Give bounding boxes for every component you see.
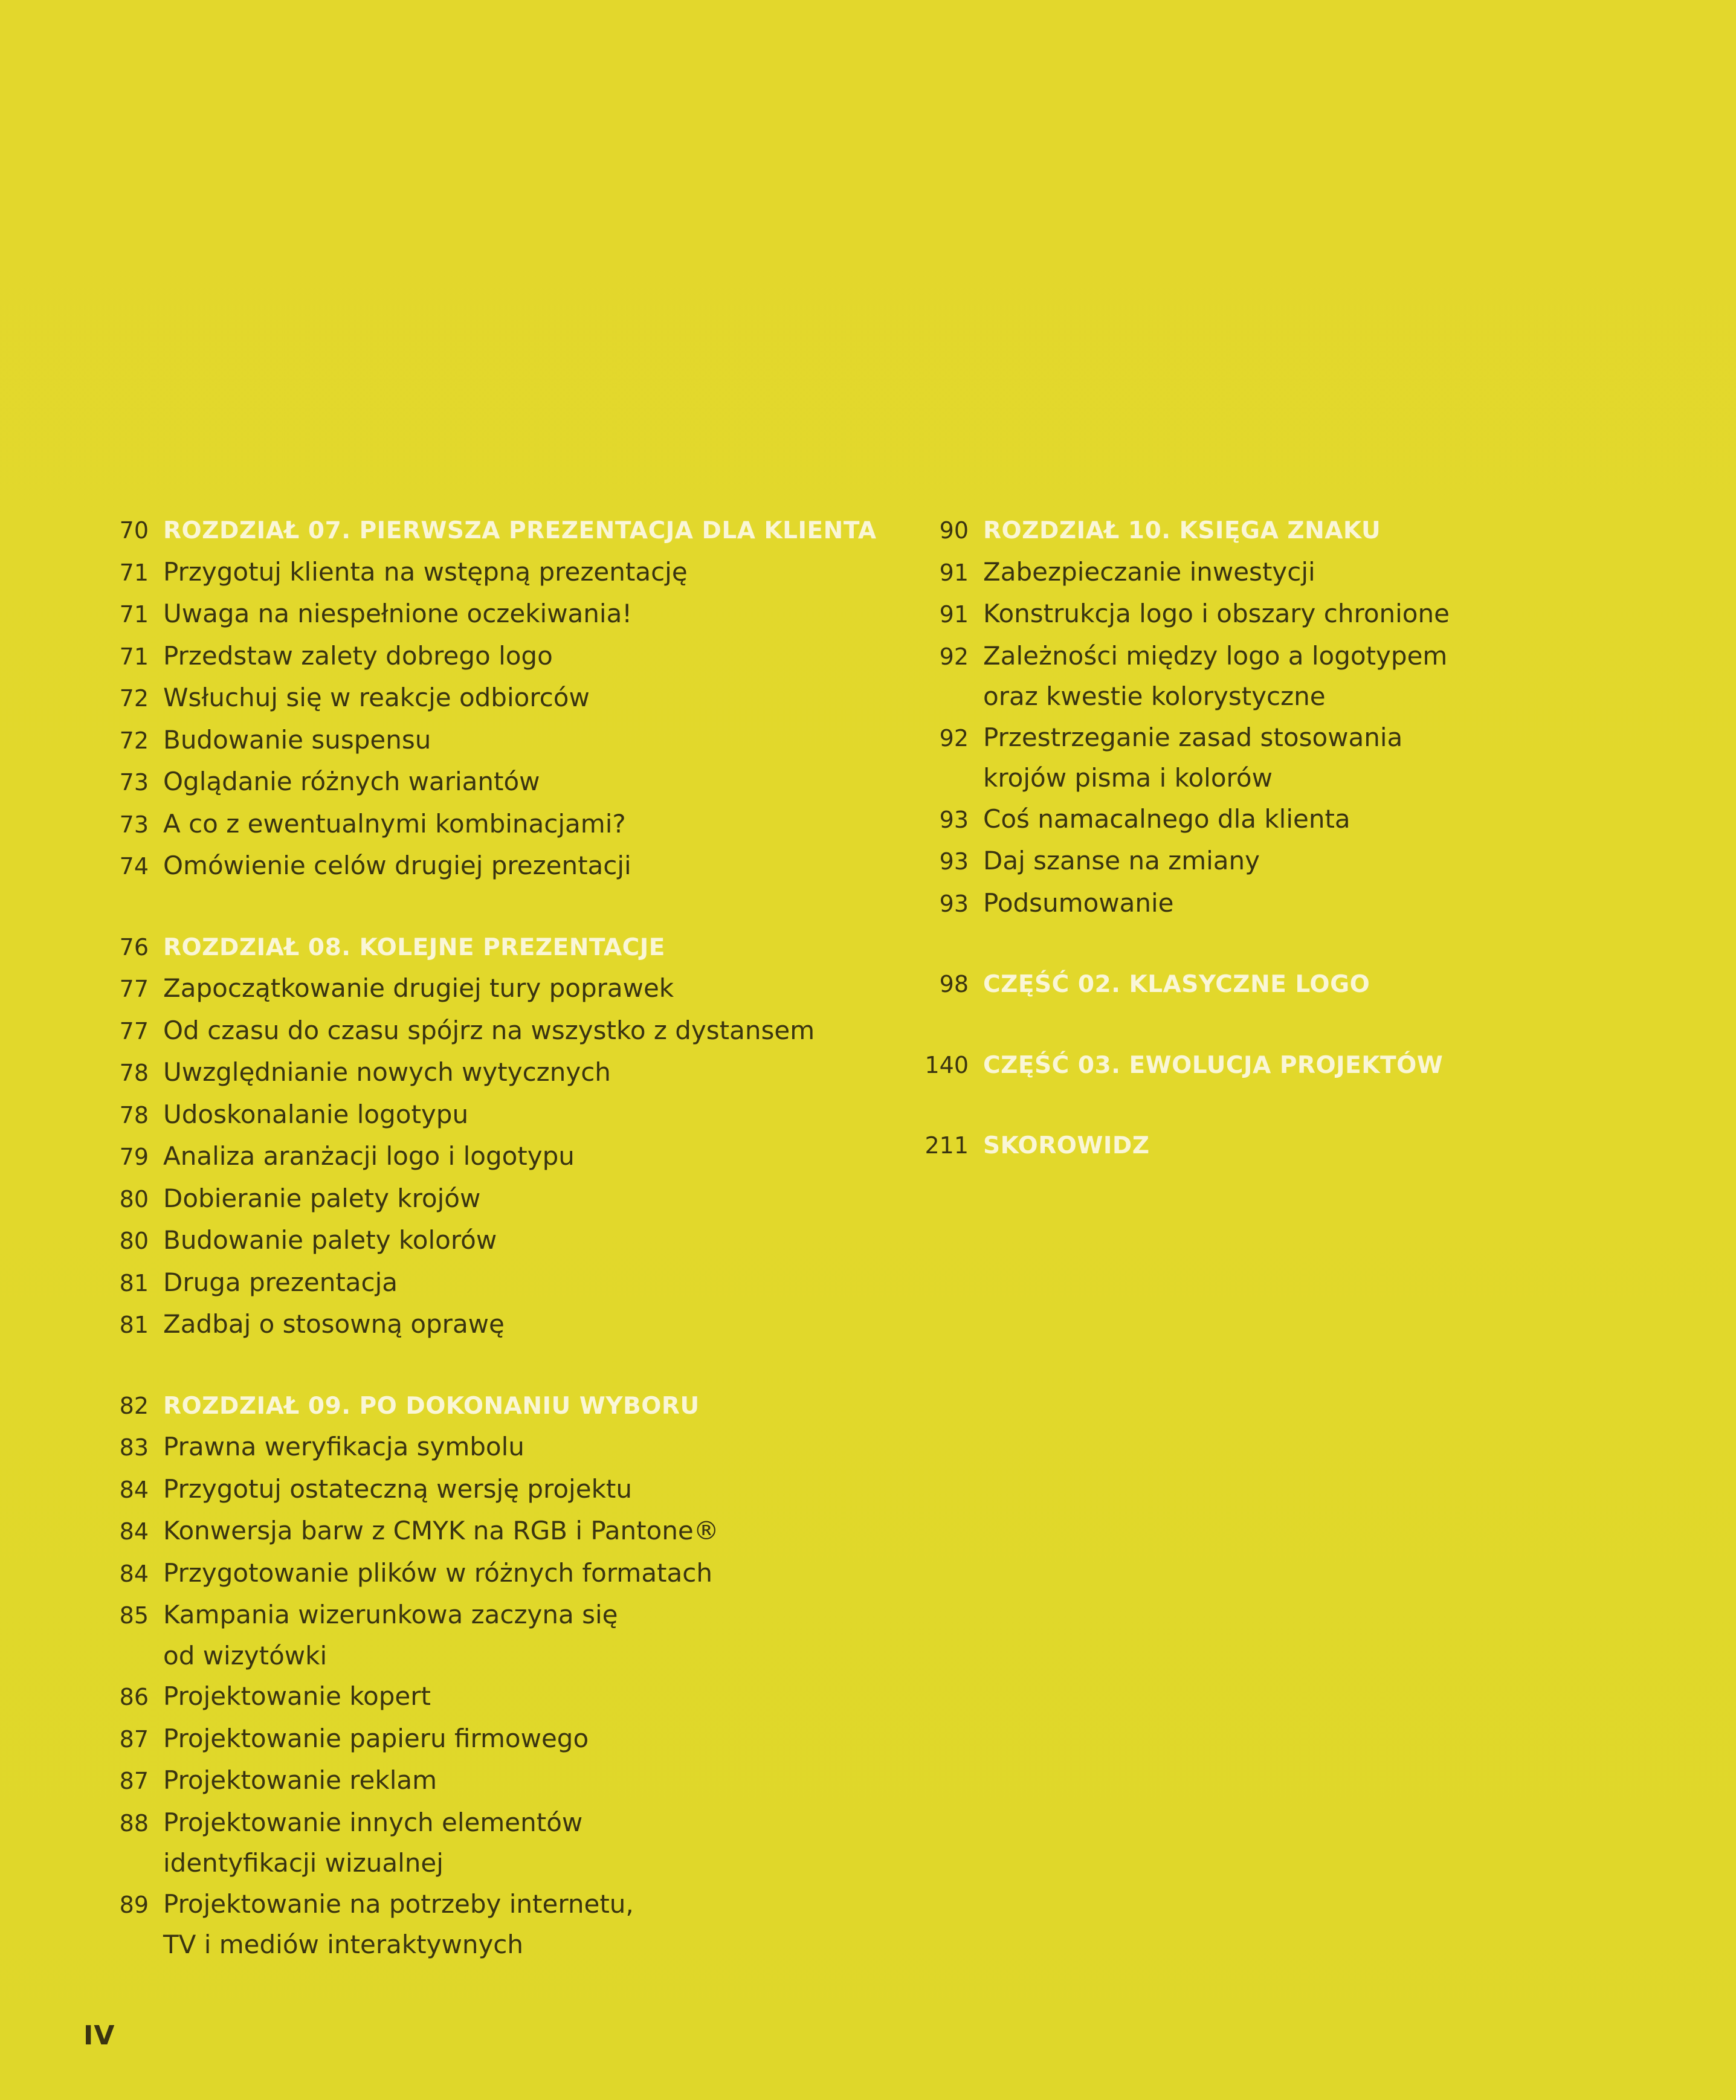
toc-page-number: 98 [939, 971, 969, 997]
toc-page-number: 72 [119, 727, 149, 754]
toc-section-heading [923, 511, 1588, 552]
toc-entry-title: Zależności między logo a logotypem oraz kwestie kolorystyczne [983, 640, 1448, 711]
toc-page-number: 80 [119, 1185, 149, 1213]
toc-entry-title: ROZDZIAŁ 09. PO DOKONANIU WYBORU [163, 1392, 700, 1420]
toc-page-number: 93 [939, 848, 969, 875]
toc-page-number: 84 [119, 1518, 149, 1545]
toc-entry [98, 1802, 883, 1884]
toc-entry [98, 1304, 883, 1346]
toc-page-number: 87 [119, 1768, 149, 1794]
toc-page-number: 90 [939, 517, 969, 544]
section-gap [923, 1005, 1588, 1045]
toc-page-number: 79 [119, 1144, 149, 1170]
toc-entry-title: Budowanie suspensu [163, 724, 431, 755]
toc-page-number: 71 [119, 601, 149, 628]
toc-section-heading [923, 1126, 1588, 1167]
toc-entry [98, 1760, 883, 1802]
toc-page-number: 74 [119, 853, 149, 880]
toc-entry-title: Zadbaj o stosowną oprawę [163, 1309, 505, 1339]
toc-page-number: 85 [119, 1602, 149, 1629]
toc-entry-title: Konstrukcja logo i obszary chronione [983, 599, 1450, 628]
toc-entry [98, 1676, 883, 1718]
toc-section-heading [98, 1386, 883, 1427]
toc-page-number: 76 [119, 933, 149, 961]
toc-entry [98, 1718, 883, 1760]
toc-entry-title: Omówienie celów drugiej prezentacji [163, 851, 631, 880]
toc-entry [98, 1262, 883, 1304]
toc-entry-title: Coś namacalnego dla klienta [983, 804, 1350, 834]
toc-entry-title: Przygotuj ostateczną wersję projektu [163, 1474, 632, 1504]
toc-entry-title: Projektowanie na potrzeby internetu, TV i mediów interaktywnych [163, 1889, 634, 1959]
toc-entry [98, 677, 883, 720]
toc-page-number: 86 [119, 1684, 149, 1710]
toc-page-number: 73 [119, 811, 149, 838]
toc-entry-title: Druga prezentacja [163, 1267, 398, 1297]
toc-entry [98, 1510, 883, 1553]
toc-entry-title: Przygotuj klienta na wstępną prezentację [163, 556, 688, 587]
toc-entry-title: Udoskonalanie logotypu [163, 1099, 469, 1129]
toc-entry-title: Uwzględnianie nowych wytycznych [163, 1057, 611, 1087]
toc-section-heading [923, 1045, 1588, 1086]
section-gap [923, 924, 1588, 964]
toc-entry-title: Uwaga na niespełnione oczekiwania! [163, 599, 633, 628]
toc-entry [98, 1010, 883, 1052]
toc-page-number: 84 [119, 1476, 149, 1503]
toc-entry-title: Projektowanie kopert [163, 1681, 431, 1711]
toc-entry-title: CZĘŚĆ 03. EWOLUCJA PROJEKTÓW [983, 1051, 1444, 1079]
toc-page-number: 81 [119, 1312, 149, 1338]
toc-left-column [98, 511, 883, 1965]
toc-entry [98, 1594, 883, 1676]
toc-page-number: 70 [119, 517, 149, 544]
toc-entry-title: Wsłuchuj się w reakcje odbiorców [163, 683, 590, 712]
toc-entry-title: Podsumowanie [983, 887, 1174, 918]
toc-page-number: 71 [119, 643, 149, 670]
section-gap [98, 1346, 883, 1386]
toc-page-number: 87 [119, 1725, 149, 1753]
toc-entry [98, 1553, 883, 1595]
toc-entry-title: Daj szanse na zmiany [983, 846, 1260, 875]
toc-page-number: 92 [939, 724, 969, 752]
toc-entry-title: Przestrzeganie zasad stosowania krojów pisma i kolorów [983, 722, 1403, 793]
toc-entry [98, 1426, 883, 1469]
toc-entry-title: ROZDZIAŁ 08. KOLEJNE PREZENTACJE [163, 933, 665, 961]
toc-page-number: 78 [119, 1060, 149, 1086]
toc-entry-title: Od czasu do czasu spójrz na wszystko z dystansem [163, 1015, 815, 1045]
toc-entry-title: Analiza aranżacji logo i logotypu [163, 1141, 575, 1171]
toc-entry [923, 840, 1588, 883]
toc-section-heading [923, 964, 1588, 1005]
toc-page-number: 140 [924, 1051, 969, 1078]
toc-entry-title: SKOROWIDZ [983, 1132, 1150, 1159]
toc-entry [98, 1178, 883, 1220]
toc-entry [923, 883, 1588, 925]
toc-entry [98, 636, 883, 678]
toc-page-number: 211 [924, 1132, 969, 1159]
toc-entry-title: Budowanie palety kolorów [163, 1225, 497, 1255]
toc-page-number: 93 [939, 890, 969, 917]
toc-entry [98, 1220, 883, 1262]
toc-entry-title: Oglądanie różnych wariantów [163, 767, 540, 796]
toc-entry [98, 1136, 883, 1178]
toc-entry [98, 593, 883, 636]
toc-page-number: 71 [119, 559, 149, 586]
toc-entry [923, 717, 1588, 799]
toc-entry [98, 1052, 883, 1094]
toc-entry-title: CZĘŚĆ 02. KLASYCZNE LOGO [983, 971, 1370, 998]
toc-entry-title: A co z ewentualnymi kombinacjami? [163, 808, 626, 839]
page-folio: IV [83, 2020, 115, 2051]
toc-entry [98, 1469, 883, 1511]
toc-page-number: 91 [939, 559, 969, 586]
toc-page-number: 72 [119, 685, 149, 712]
toc-entry-title: Przygotowanie plików w różnych formatach [163, 1557, 712, 1588]
toc-entry [98, 804, 883, 846]
toc-page-number: 81 [119, 1269, 149, 1296]
toc-entry [923, 799, 1588, 841]
toc-entry [98, 761, 883, 804]
toc-page-number: 91 [939, 601, 969, 628]
toc-entry [923, 636, 1588, 717]
toc-entry-title: Kampania wizerunkowa zaczyna się od wizytówki [163, 1600, 618, 1670]
toc-entry-title: Zabezpieczanie inwestycji [983, 556, 1315, 587]
toc-entry-title: ROZDZIAŁ 07. PIERWSZA PREZENTACJA DLA KLIENTA [163, 517, 877, 544]
toc-entry [98, 845, 883, 887]
toc-section-heading [98, 927, 883, 968]
toc-entry [98, 968, 883, 1010]
toc-entry [98, 720, 883, 762]
toc-page-number: 78 [119, 1101, 149, 1129]
toc-page-number: 83 [119, 1434, 149, 1461]
toc-entry-title: Projektowanie innych elementów identyfikacji wizualnej [163, 1807, 583, 1878]
toc-entry [98, 1094, 883, 1136]
toc-entry [923, 552, 1588, 594]
toc-entry-title: Projektowanie papieru firmowego [163, 1723, 589, 1753]
toc-entry-title: Dobieranie palety krojów [163, 1183, 481, 1213]
toc-right-column [923, 511, 1588, 1167]
toc-page-number: 73 [119, 769, 149, 796]
toc-page-number: 84 [119, 1560, 149, 1587]
toc-page-number: 82 [119, 1392, 149, 1419]
toc-page-number: 77 [119, 976, 149, 1002]
section-gap [98, 887, 883, 927]
toc-section-heading [98, 511, 883, 552]
toc-entry [98, 1884, 883, 1965]
toc-page-number: 88 [119, 1809, 149, 1837]
toc-page-number: 92 [939, 643, 969, 670]
toc-entry [98, 552, 883, 594]
toc-entry [923, 593, 1588, 636]
toc-entry-title: Przedstaw zalety dobrego logo [163, 640, 553, 671]
toc-page-number: 77 [119, 1017, 149, 1045]
toc-page-number: 80 [119, 1228, 149, 1254]
toc-entry-title: Prawna weryfikacja symbolu [163, 1432, 524, 1461]
toc-entry-title: Konwersja barw z CMYK na RGB i Pantone® [163, 1516, 719, 1545]
section-gap [923, 1086, 1588, 1126]
toc-entry-title: ROZDZIAŁ 10. KSIĘGA ZNAKU [983, 517, 1381, 544]
toc-entry-title: Zapoczątkowanie drugiej tury poprawek [163, 973, 674, 1003]
toc-entry-title: Projektowanie reklam [163, 1765, 437, 1795]
toc-page-number: 93 [939, 806, 969, 833]
toc-page-number: 89 [119, 1891, 149, 1918]
